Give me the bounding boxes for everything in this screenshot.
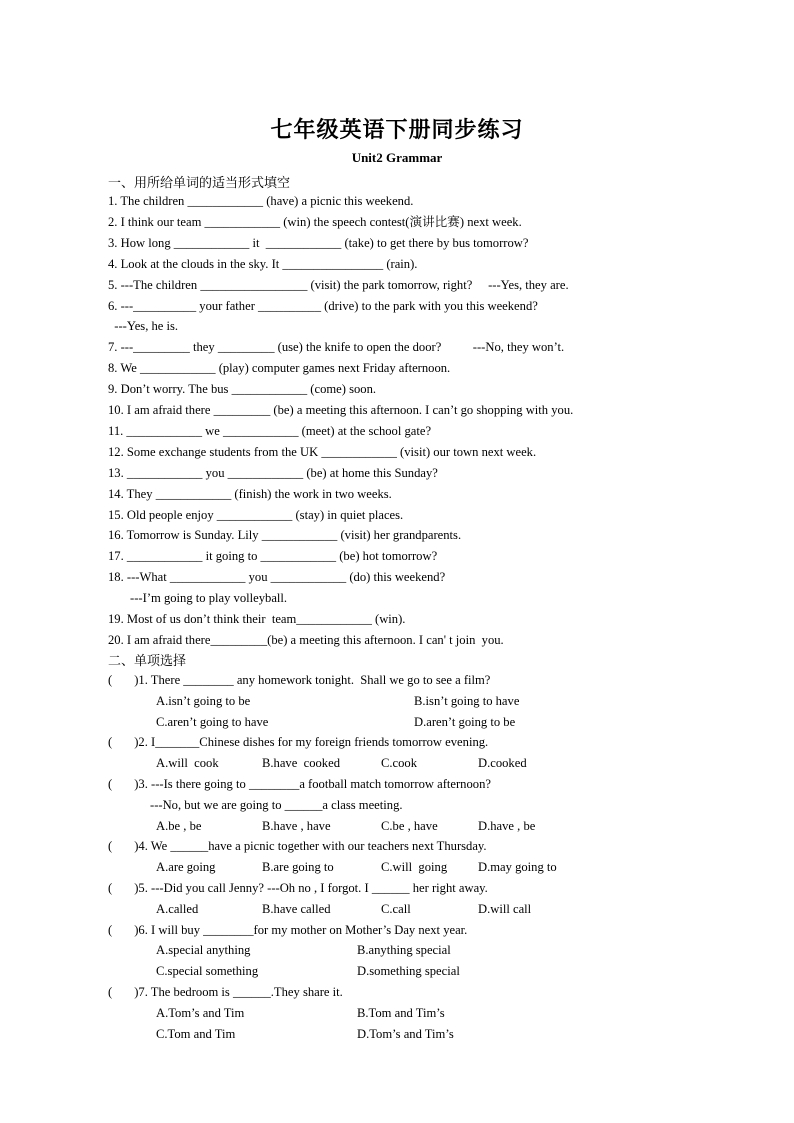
section2-heading: 二、单项选择 bbox=[108, 654, 187, 669]
question-followup: ---No, but we are going to ______a class meeting. bbox=[150, 797, 403, 812]
fill-blank-item: ---Yes, he is. bbox=[108, 319, 179, 334]
answer-option: A.called bbox=[156, 901, 199, 916]
question-stem: ( )7. The bedroom is ______.They share it. bbox=[108, 985, 343, 999]
fill-blank-item: 20. I am afraid there_________(be) a meeting this afternoon. I can' t join you. bbox=[108, 632, 504, 647]
answer-option: C.Tom and Tim bbox=[156, 1026, 236, 1041]
answer-option: B.anything special bbox=[357, 943, 451, 958]
fill-blank-item: 18. ---What ____________ you ____________ (do) this weekend? bbox=[108, 570, 446, 585]
answer-option: B.have , have bbox=[262, 818, 331, 833]
answer-option: B.have cooked bbox=[262, 756, 340, 771]
answer-option: D.may going to bbox=[478, 860, 557, 875]
fill-blank-item: 14. They ____________ (finish) the work in two weeks. bbox=[108, 486, 392, 501]
question-stem: ( )6. I will buy ________for my mother on Mother’s Day next year. bbox=[108, 922, 468, 937]
fill-blank-item: 12. Some exchange students from the UK ____________ (visit) our town next week. bbox=[108, 444, 537, 459]
answer-option: B.have called bbox=[262, 901, 331, 916]
fill-blank-item: 6. ---__________ your father __________ (drive) to the park with you this weekend? bbox=[108, 298, 538, 313]
fill-blank-item: 2. I think our team ____________ (win) the speech contest(演讲比赛) next week. bbox=[108, 214, 522, 229]
answer-option: D.Tom’s and Tim’s bbox=[357, 1026, 454, 1041]
fill-blank-item: 17. ____________ it going to ____________ (be) hot tomorrow? bbox=[108, 549, 438, 564]
fill-blank-item: 4. Look at the clouds in the sky. It ________________ (rain). bbox=[108, 256, 418, 271]
answer-option: B.Tom and Tim’s bbox=[357, 1005, 445, 1020]
answer-option: D.something special bbox=[357, 964, 460, 979]
answer-option: D.cooked bbox=[478, 756, 527, 771]
answer-option: D.have , be bbox=[478, 818, 536, 833]
answer-option: C.cook bbox=[381, 756, 418, 771]
answer-option: B.isn’t going to have bbox=[414, 693, 520, 708]
answer-option: A.are going bbox=[156, 860, 216, 875]
fill-blank-item: 7. ---_________ they _________ (use) the knife to open the door? ---No, they won’t. bbox=[108, 340, 565, 355]
page-subtitle: Unit2 Grammar bbox=[351, 150, 443, 165]
answer-option: C.will going bbox=[381, 860, 448, 875]
fill-blank-item: 15. Old people enjoy ____________ (stay) in quiet places. bbox=[108, 507, 404, 522]
answer-option: C.be , have bbox=[381, 818, 438, 833]
fill-blank-item: 1. The children ____________ (have) a picnic this weekend. bbox=[108, 194, 414, 208]
question-stem: ( )1. There ________ any homework tonight. Shall we go to see a film? bbox=[108, 673, 491, 687]
fill-blank-item: 9. Don’t worry. The bus ____________ (come) soon. bbox=[108, 382, 377, 397]
fill-blank-item: 5. ---The children _________________ (visit) the park tomorrow, right? ---Yes, they are. bbox=[108, 277, 569, 292]
answer-option: D.aren’t going to be bbox=[414, 714, 516, 729]
question-stem: ( )4. We ______have a picnic together with our teachers next Thursday. bbox=[108, 839, 487, 854]
answer-option: A.special anything bbox=[156, 943, 251, 958]
answer-option: B.are going to bbox=[262, 860, 334, 875]
fill-blank-item: 13. ____________ you ____________ (be) at home this Sunday? bbox=[108, 465, 438, 480]
question-stem: ( )5. ---Did you call Jenny? ---Oh no , I forgot. I ______ her right away. bbox=[108, 881, 488, 895]
fill-blank-item: 19. Most of us don’t think their team____________ (win). bbox=[108, 612, 406, 626]
fill-blank-item: 8. We ____________ (play) computer games next Friday afternoon. bbox=[108, 361, 451, 376]
question-stem: ( )2. I_______Chinese dishes for my foreign friends tomorrow evening. bbox=[108, 735, 489, 750]
answer-option: A.be , be bbox=[156, 818, 202, 833]
fill-blank-item: 10. I am afraid there _________ (be) a meeting this afternoon. I can’t go shopping with you. bbox=[108, 403, 574, 417]
answer-option: C.call bbox=[381, 901, 411, 916]
fill-blank-item: 3. How long ____________ it ____________ (take) to get there by bus tomorrow? bbox=[108, 235, 529, 250]
answer-option: C.special something bbox=[156, 964, 259, 979]
answer-option: A.isn’t going to be bbox=[156, 693, 251, 708]
fill-blank-item: 11. ____________ we ____________ (meet) at the school gate? bbox=[108, 423, 432, 438]
answer-option: A.Tom’s and Tim bbox=[156, 1005, 245, 1020]
fill-blank-item: ---I’m going to play volleyball. bbox=[108, 591, 288, 606]
fill-blank-item: 16. Tomorrow is Sunday. Lily ____________ (visit) her grandparents. bbox=[108, 528, 462, 543]
page-title: 七年级英语下册同步练习 bbox=[270, 117, 524, 143]
answer-option: A.will cook bbox=[156, 756, 219, 771]
answer-option: C.aren’t going to have bbox=[156, 714, 269, 729]
question-stem: ( )3. ---Is there going to ________a football match tomorrow afternoon? bbox=[108, 777, 491, 791]
section1-heading: 一、用所给单词的适当形式填空 bbox=[108, 176, 291, 191]
answer-option: D.will call bbox=[478, 901, 532, 916]
